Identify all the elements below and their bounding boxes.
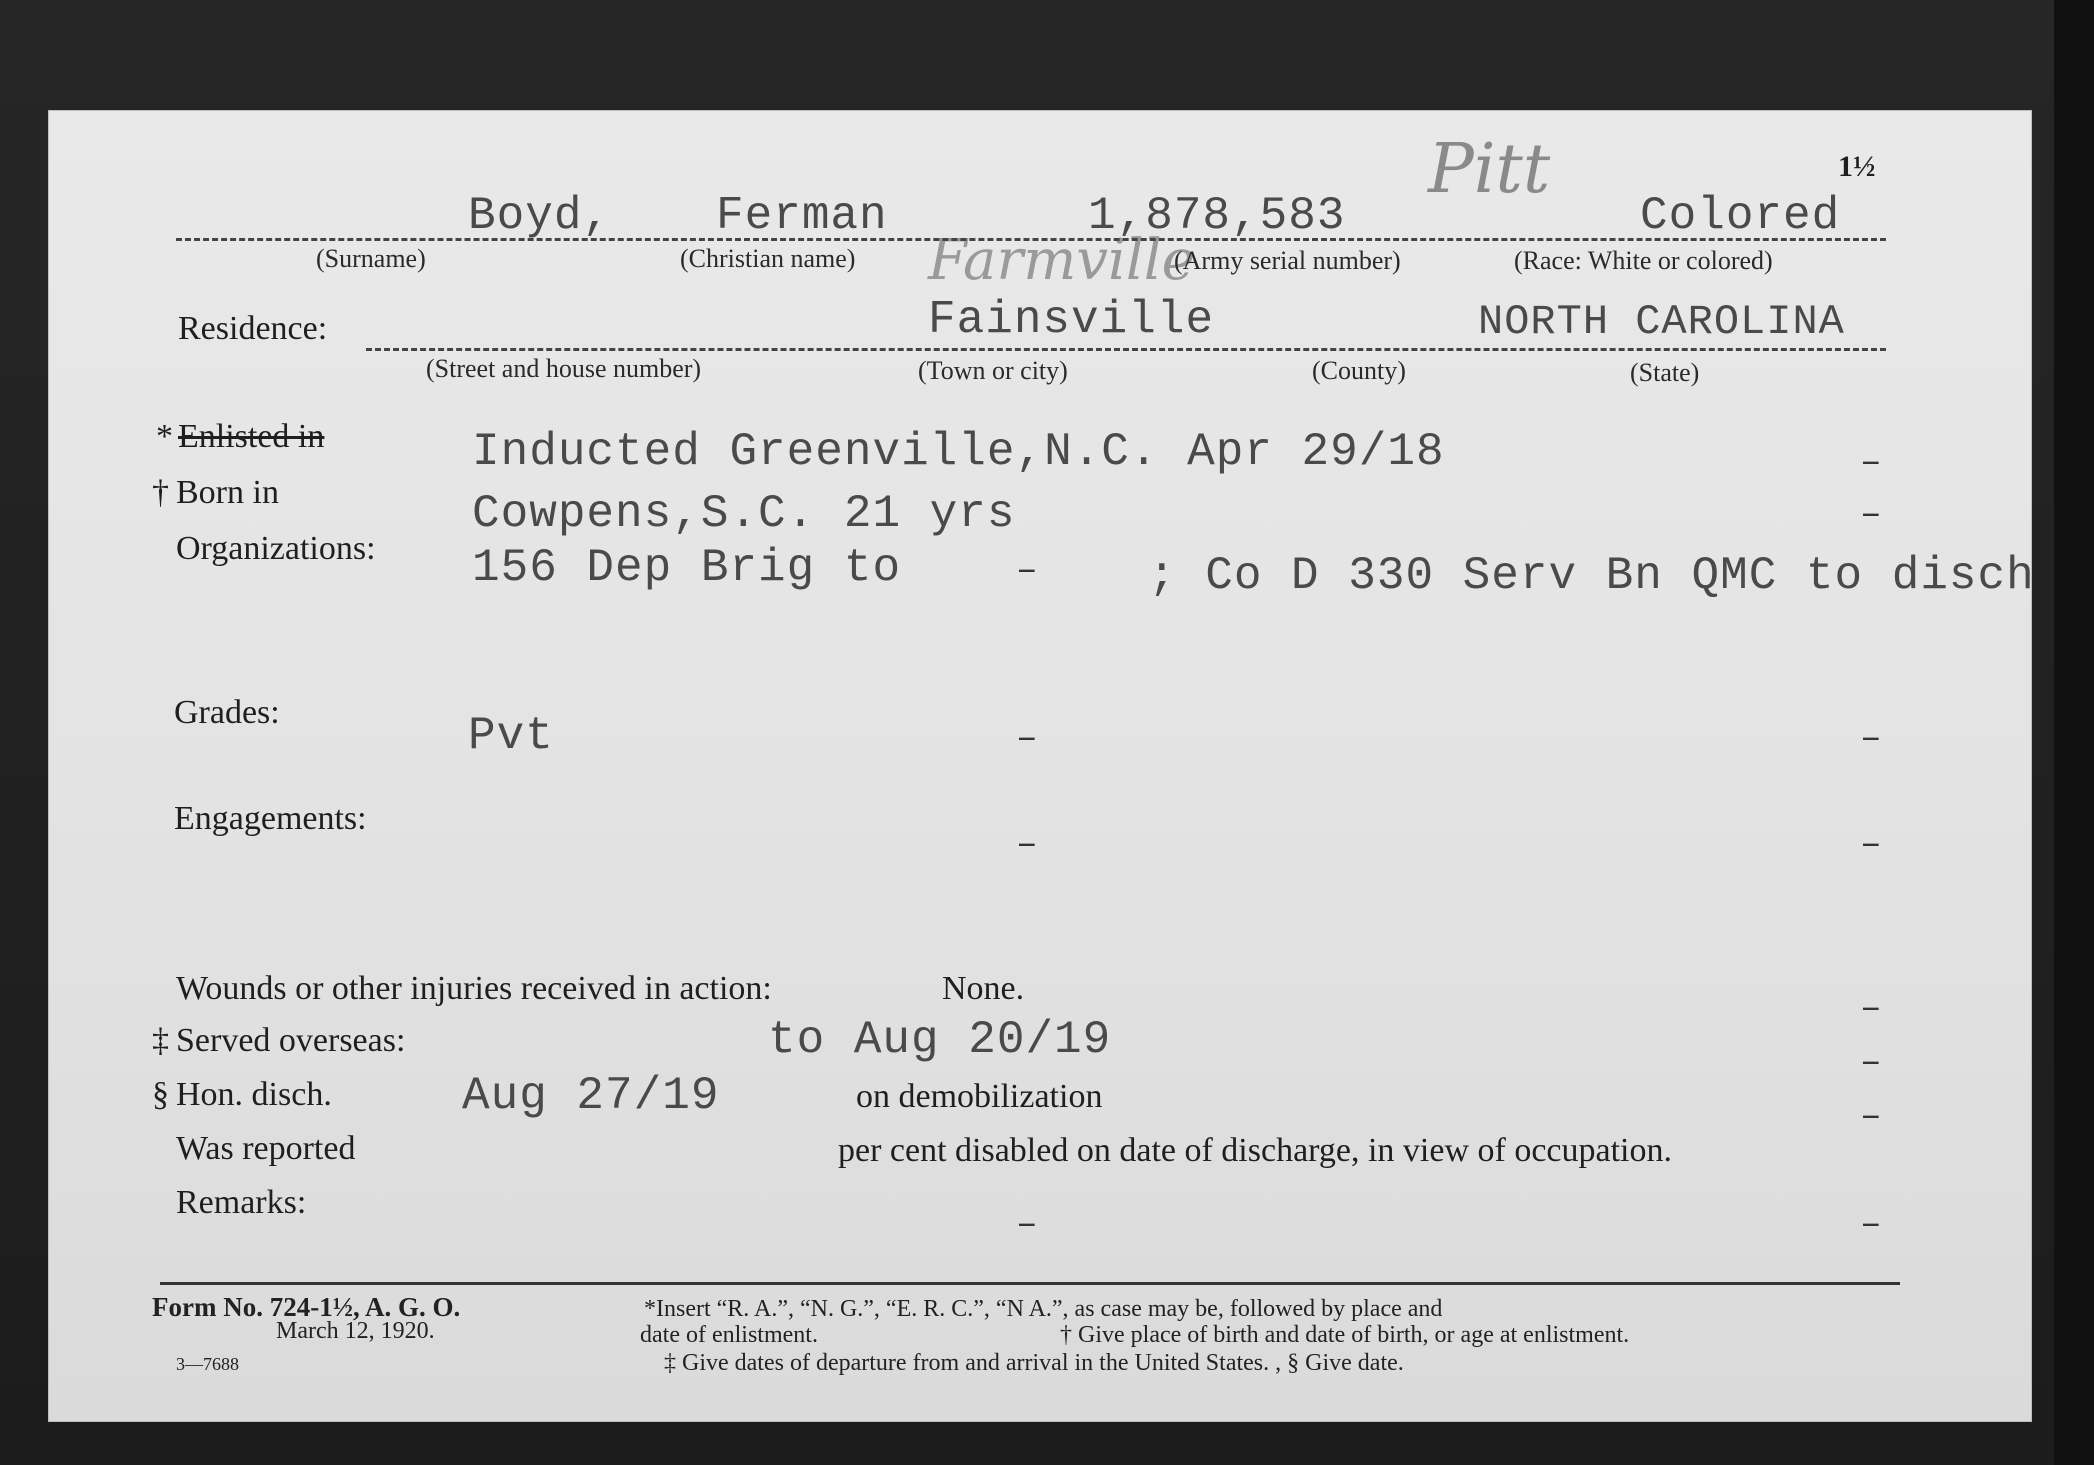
enlisted-value: Inducted Greenville,N.C. Apr 29/18 bbox=[472, 426, 1445, 478]
grades-end-dash: – bbox=[1860, 718, 1882, 759]
enlisted-label: Enlisted in bbox=[178, 418, 325, 455]
organizations-value-2: ; Co D 330 Serv Bn QMC to disch bbox=[1148, 550, 2035, 602]
engagements-label: Engagements: bbox=[174, 800, 367, 837]
form-date: March 12, 1920. bbox=[276, 1318, 435, 1344]
christian-caption: (Christian name) bbox=[680, 244, 856, 273]
footnote-insert: *Insert “R. A.”, “N. G.”, “E. R. C.”, “N A.”, as case may be, followed by place and bbox=[644, 1296, 1443, 1322]
state-caption: (State) bbox=[1630, 358, 1700, 387]
residence-town-value: Fainsville bbox=[928, 294, 1215, 346]
enlisted-mark: * bbox=[156, 418, 173, 455]
organizations-mid-dash: – bbox=[1016, 550, 1038, 591]
scan-edge-strip bbox=[2054, 0, 2094, 1465]
grades-mid-dash: – bbox=[1016, 718, 1038, 759]
organizations-label: Organizations: bbox=[176, 530, 376, 567]
corner-mark: 1½ bbox=[1838, 150, 1876, 183]
engagements-mid-dash: – bbox=[1016, 824, 1038, 865]
born-end-dash: – bbox=[1860, 494, 1882, 535]
handwritten-county: Pitt bbox=[1428, 130, 1551, 209]
overseas-mark: ‡ bbox=[152, 1022, 169, 1059]
form-number: Form No. 724-1½, A. G. O. bbox=[152, 1292, 461, 1322]
remarks-end-dash: – bbox=[1860, 1204, 1882, 1245]
born-label: Born in bbox=[176, 474, 279, 511]
footer-rule bbox=[160, 1282, 1900, 1285]
wounds-label: Wounds or other injuries received in action: bbox=[176, 970, 772, 1007]
disch-label: Hon. disch. bbox=[176, 1076, 332, 1113]
disch-mark: § bbox=[152, 1076, 169, 1113]
reported-text: per cent disabled on date of discharge, in view of occupation. bbox=[838, 1132, 1672, 1169]
race-caption: (Race: White or colored) bbox=[1514, 246, 1773, 275]
street-caption: (Street and house number) bbox=[426, 354, 702, 383]
overseas-label: Served overseas: bbox=[176, 1022, 406, 1059]
footnote-enlistment-date: date of enlistment. bbox=[640, 1322, 818, 1348]
christian-name-value: Ferman bbox=[716, 190, 888, 242]
surname-caption: (Surname) bbox=[316, 244, 426, 273]
handwritten-town: Farmville bbox=[928, 228, 1195, 293]
reported-label: Was reported bbox=[176, 1130, 356, 1167]
grades-label: Grades: bbox=[174, 694, 280, 731]
race-value: Colored bbox=[1640, 190, 1841, 242]
print-code: 3—7688 bbox=[176, 1354, 239, 1374]
disch-end-dash: – bbox=[1860, 1096, 1882, 1137]
overseas-end-dash: – bbox=[1860, 1042, 1882, 1083]
service-record-card bbox=[48, 110, 2035, 1422]
grades-value: Pvt bbox=[468, 710, 554, 762]
disch-reason: on demobilization bbox=[856, 1078, 1103, 1115]
serial-caption: (Army serial number) bbox=[1174, 246, 1401, 275]
footnote-birth: † Give place of birth and date of birth, or age at enlistment. bbox=[1060, 1322, 1630, 1348]
serial-number-value: 1,878,583 bbox=[1088, 190, 1346, 242]
surname-value: Boyd, bbox=[468, 190, 612, 242]
disch-value: Aug 27/19 bbox=[462, 1070, 720, 1122]
wounds-value: None. bbox=[942, 970, 1025, 1007]
born-value: Cowpens,S.C. 21 yrs bbox=[472, 488, 1016, 540]
remarks-mid-dash: – bbox=[1016, 1204, 1038, 1245]
engagements-end-dash: – bbox=[1860, 824, 1882, 865]
enlisted-end-dash: – bbox=[1860, 442, 1882, 483]
overseas-value: to Aug 20/19 bbox=[768, 1014, 1112, 1066]
residence-state-value: NORTH CAROLINA bbox=[1478, 298, 1845, 346]
county-caption: (County) bbox=[1312, 356, 1406, 385]
footnote-overseas: ‡ Give dates of departure from and arrival in the United States. , § Give date. bbox=[664, 1350, 1404, 1376]
organizations-value-1: 156 Dep Brig to bbox=[472, 542, 902, 594]
wounds-end-dash: – bbox=[1860, 988, 1882, 1029]
remarks-label: Remarks: bbox=[176, 1184, 307, 1221]
header-rule bbox=[176, 238, 1886, 241]
residence-label: Residence: bbox=[178, 310, 328, 347]
residence-rule bbox=[366, 348, 1886, 351]
town-caption: (Town or city) bbox=[918, 356, 1068, 385]
born-mark: † bbox=[152, 474, 169, 511]
